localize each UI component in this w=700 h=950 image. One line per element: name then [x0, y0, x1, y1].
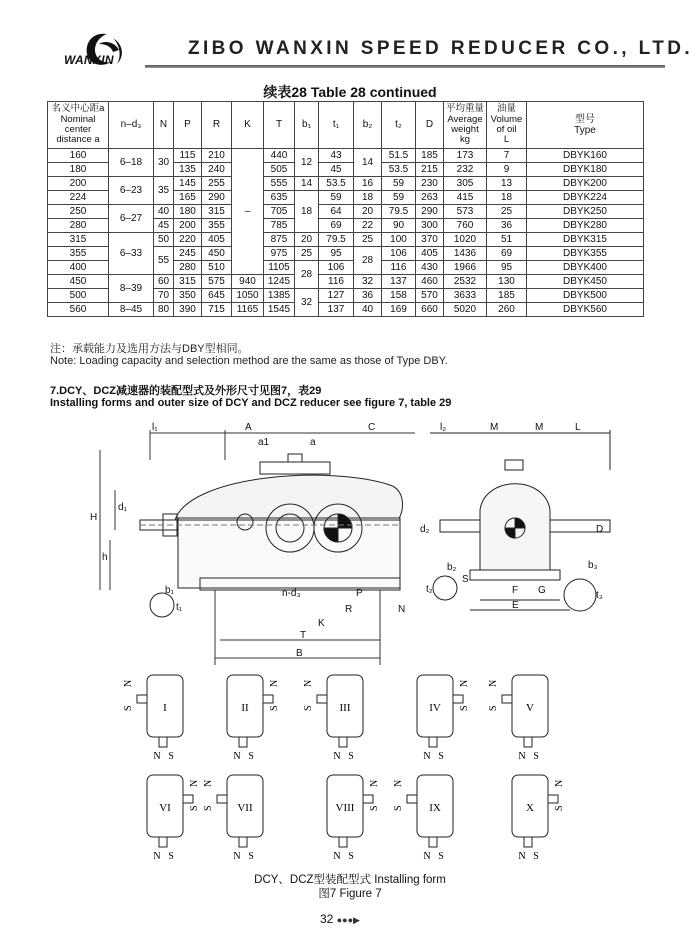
company-name: ZIBO WANXIN SPEED REDUCER CO., LTD. [188, 38, 694, 59]
page-header [35, 30, 694, 72]
installing-form-8 [327, 775, 380, 862]
dim-b2: b₂ [447, 562, 457, 573]
section-heading-english: Installing forms and outer size of DCY and DCZ reducer see figure 7, table 29 [50, 397, 452, 409]
side-view-drawing [430, 430, 610, 611]
input-shaft [363, 795, 373, 803]
dim-K: K [318, 618, 325, 629]
direction-label-side: S [459, 705, 470, 711]
direction-label: S [438, 851, 444, 862]
direction-label: S [533, 851, 539, 862]
direction-label-side: S [203, 805, 214, 811]
direction-label-side: N [303, 679, 314, 687]
installing-form-3 [303, 675, 363, 762]
arrow-right-icon: ●●●▶ [336, 915, 360, 925]
table-row: 315 6–33 50 220 405 875 20 79.5 25 100 370 1020 51 DBYK315 [48, 233, 644, 247]
note-english: Note: Loading capacity and selection method are the same as those of Type DBY. [50, 355, 448, 367]
table-row: 280 45 200 355 785 69 22 90 300 760 36 DBYK280 [48, 219, 644, 233]
col-header-type: 型号 Type [527, 102, 644, 149]
installing-form-5 [488, 675, 548, 762]
direction-label-side: N [393, 779, 404, 787]
direction-label-side: S [123, 705, 134, 711]
installing-form-1 [123, 675, 183, 762]
direction-label-side: S [189, 805, 200, 811]
figure-caption-line1: DCY、DCZ型装配型式 Installing form [254, 874, 446, 886]
direction-label-side: S [303, 705, 314, 711]
form-label: II [241, 702, 249, 714]
output-shaft [429, 737, 437, 747]
dim-t1: t₁ [176, 602, 183, 613]
direction-label: N [333, 851, 341, 862]
table-row: 355 55 245 450 975 25 95 28 106 405 1436 69 DBYK355 [48, 247, 644, 261]
dim-L: L [575, 422, 581, 433]
input-shaft [183, 795, 193, 803]
front-view-drawing [140, 454, 403, 590]
table-row: 160 6–18 30 115 210 – 440 12 43 14 51.5 185 173 7 DBYK160 [48, 149, 644, 163]
dim-t2: t₂ [426, 584, 433, 595]
input-shaft [317, 695, 327, 703]
dim-l1: l₁ [152, 422, 158, 433]
form-label: IX [429, 802, 441, 814]
installing-form-7 [203, 775, 263, 862]
direction-label: N [153, 751, 161, 762]
page-number [320, 912, 360, 926]
form-label: VII [237, 802, 253, 814]
direction-label-side: N [554, 779, 565, 787]
direction-label-side: N [189, 779, 200, 787]
direction-label: N [518, 851, 526, 862]
table-row: 250 6–27 40 180 315 705 64 20 79.5 290 573 25 DBYK250 [48, 205, 644, 219]
figure-caption-line2: 图7 Figure 7 [318, 888, 382, 900]
direction-label-side: N [369, 779, 380, 787]
direction-label: N [423, 751, 431, 762]
direction-label: S [348, 851, 354, 862]
dim-h: h [102, 552, 108, 563]
direction-label-side: N [269, 679, 280, 687]
input-shaft [137, 695, 147, 703]
dim-T: T [300, 630, 307, 641]
direction-label: N [233, 851, 241, 862]
installing-form-4 [417, 675, 470, 762]
installing-form-10 [512, 775, 565, 862]
col-header-N: N [154, 102, 174, 149]
table-row: 560 8–45 80 390 715 1165 1545 137 40 169 660 5020 260 DBYK560 [48, 303, 644, 317]
direction-label: S [533, 751, 539, 762]
form-label: X [526, 802, 534, 814]
col-header-t1: t₁ [319, 102, 354, 149]
direction-label-side: S [488, 705, 499, 711]
direction-label: N [423, 851, 431, 862]
dim-F: F [512, 585, 519, 596]
dim-b1: b₁ [165, 585, 174, 596]
installing-form-6 [147, 775, 200, 862]
dim-P: P [356, 588, 363, 599]
direction-label: N [233, 751, 241, 762]
dim-D: D [596, 524, 604, 535]
dim-d1: d₁ [118, 502, 127, 513]
note-chinese: 注：承载能力及选用方法与DBY型相同。 [50, 343, 249, 355]
table-row: 224 165 290 635 18 59 18 59 263 415 18 DBYK224 [48, 191, 644, 205]
dim-G: G [538, 585, 546, 596]
dim-nd3: n-d₃ [282, 588, 301, 599]
section-heading-chinese: 7.DCY、DCZ减速器的装配型式及外形尺寸见图7，表29 [50, 385, 322, 397]
output-shaft [339, 737, 347, 747]
direction-label-side: S [393, 805, 404, 811]
output-shaft [524, 837, 532, 847]
direction-label-side: N [459, 679, 470, 687]
dim-N: N [398, 604, 406, 615]
dim-C: C [368, 422, 376, 433]
dim-a: a [310, 437, 316, 448]
reducer-figure [0, 410, 700, 900]
direction-label-side: N [123, 679, 134, 687]
col-header-R: R [202, 102, 232, 149]
direction-label: S [438, 751, 444, 762]
dim-l2: l₂ [440, 422, 447, 433]
dim-d2: d₂ [420, 524, 430, 535]
direction-label-side: S [369, 805, 380, 811]
input-shaft [263, 695, 273, 703]
col-header-nd3: n–d₃ [109, 102, 154, 149]
output-shaft [339, 837, 347, 847]
dim-H: H [90, 512, 98, 523]
form-label: V [526, 702, 534, 714]
output-shaft [239, 737, 247, 747]
col-header-T: T [264, 102, 295, 149]
dim-b3: b₃ [588, 560, 598, 571]
direction-label: N [518, 751, 526, 762]
header-rule [145, 65, 665, 68]
logo-text: WANXIN [64, 53, 114, 67]
form-label: IV [429, 702, 441, 714]
form-label: VIII [335, 802, 355, 814]
installing-form-9 [393, 775, 453, 862]
dim-M-2: M [535, 422, 544, 433]
form-label: VI [159, 802, 171, 814]
col-header-oil: 油量 Volume of oil L [487, 102, 527, 149]
direction-label: S [348, 751, 354, 762]
direction-label: S [168, 751, 174, 762]
table-row: 180 135 240 505 45 53.5 215 232 9 DBYK180 [48, 163, 644, 177]
col-header-weight: 平均重量 Average weight kg [444, 102, 487, 149]
direction-label: N [153, 851, 161, 862]
col-header-b1: b₁ [295, 102, 319, 149]
input-shaft [502, 695, 512, 703]
dim-B: B [296, 648, 303, 659]
col-header-a: 名义中心距a Nominal center distance a [48, 102, 109, 149]
col-header-b2: b₂ [354, 102, 382, 149]
col-header-P: P [174, 102, 202, 149]
col-header-D: D [416, 102, 444, 149]
dim-S: S [462, 574, 469, 585]
direction-label-side: S [269, 705, 280, 711]
output-shaft [159, 737, 167, 747]
output-shaft [159, 837, 167, 847]
col-header-K: K [232, 102, 264, 149]
table-row: 200 6–23 35 145 255 555 14 53.5 16 59 230 305 13 DBYK200 [48, 177, 644, 191]
input-shaft [453, 695, 463, 703]
form-label: I [163, 702, 167, 714]
col-header-t2: t₂ [382, 102, 416, 149]
direction-label-side: N [488, 679, 499, 687]
spec-table [47, 101, 644, 317]
dim-a1: a1 [258, 437, 270, 448]
table-title: 续表28 Table 28 continued [263, 84, 437, 100]
output-shaft [429, 837, 437, 847]
installing-form-2 [227, 675, 280, 762]
table-row: 500 70 350 645 1050 1385 32 127 36 158 570 3633 185 DBYK500 [48, 289, 644, 303]
dim-E: E [512, 600, 519, 611]
dim-R: R [345, 604, 353, 615]
direction-label: S [248, 851, 254, 862]
table-header-row [48, 102, 644, 149]
dim-M-1: M [490, 422, 499, 433]
input-shaft [548, 795, 558, 803]
output-shaft [524, 737, 532, 747]
dim-t3: t₃ [596, 590, 603, 601]
input-shaft [407, 795, 417, 803]
direction-label-side: S [554, 805, 565, 811]
page-number-text: 32 [320, 912, 334, 926]
direction-label-side: N [203, 779, 214, 787]
input-shaft [217, 795, 227, 803]
dim-A: A [245, 422, 252, 433]
installing-forms [123, 675, 565, 862]
table-row: 400 280 510 1105 28 106 116 430 1966 95 DBYK400 [48, 261, 644, 275]
output-shaft [239, 837, 247, 847]
direction-label: S [248, 751, 254, 762]
form-label: III [339, 702, 351, 714]
table-row: 450 8–39 60 315 575 940 1245 116 32 137 460 2532 130 DBYK450 [48, 275, 644, 289]
direction-label: N [333, 751, 341, 762]
direction-label: S [168, 851, 174, 862]
